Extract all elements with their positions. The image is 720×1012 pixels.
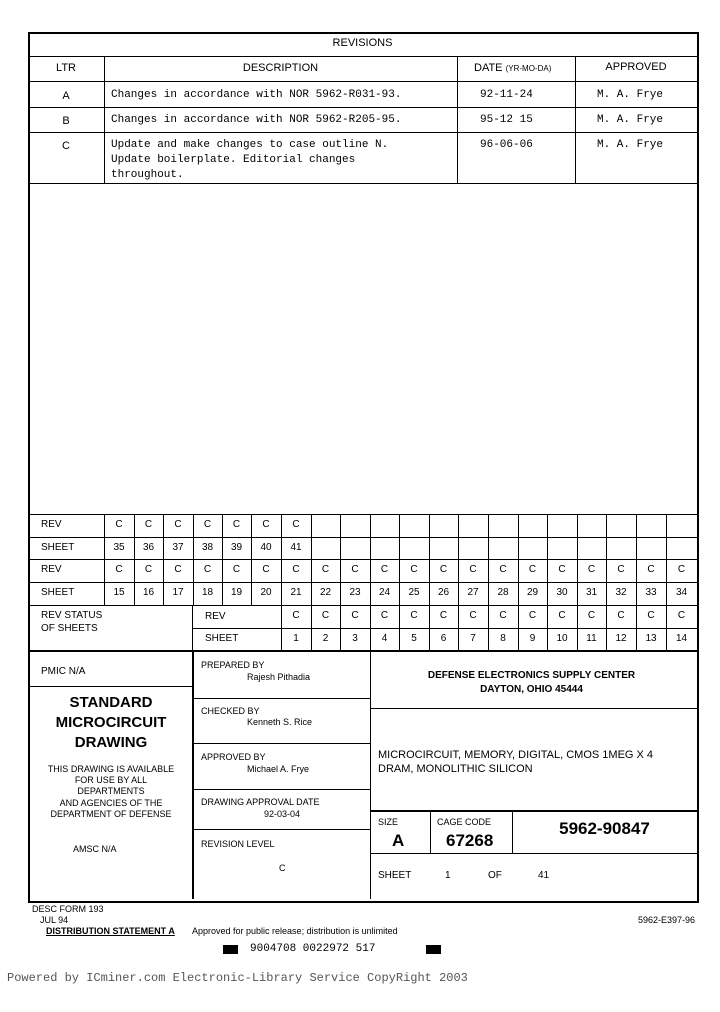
sheet-cell: 40 <box>260 542 272 553</box>
rev-cell: C <box>380 564 389 575</box>
form-date: JUL 94 <box>40 915 69 925</box>
sheet-cell: 15 <box>113 587 125 598</box>
rev-status-label: OF SHEETS <box>41 623 98 634</box>
rev-row-approved: M. A. Frye <box>597 114 664 126</box>
rev-cell: C <box>203 519 212 530</box>
sheet-cell: 1 <box>293 633 299 644</box>
sheet-cell: 13 <box>645 633 657 644</box>
availability-line: THIS DRAWING IS AVAILABLE <box>47 764 175 774</box>
sheet-cell: 39 <box>230 542 243 553</box>
sheet-cell: 26 <box>437 587 450 598</box>
sheet-cell: 31 <box>585 587 598 598</box>
sheet-cell: 35 <box>113 542 125 553</box>
sheet-cell: 24 <box>378 587 391 598</box>
rev-cell: C <box>262 519 270 530</box>
sheet-cell: 23 <box>349 587 361 598</box>
rev-cell: C <box>647 564 655 575</box>
standard-title-line: STANDARD <box>69 694 153 711</box>
sheet-label: SHEET <box>41 542 75 553</box>
pmic: PMIC N/A <box>41 666 86 677</box>
sheet-cell: 8 <box>500 633 506 644</box>
approved-by: Michael A. Frye <box>247 764 310 774</box>
header-date: DATE (YR-MO-DA) <box>474 62 552 74</box>
sheet-number: 1 <box>445 870 451 881</box>
form-number: 5962-E397-96 <box>638 915 696 925</box>
sheet-cell: 28 <box>497 587 509 598</box>
sheet-cell: 41 <box>290 542 302 553</box>
rev-cell: C <box>351 610 359 621</box>
rev-cell: C <box>410 610 418 621</box>
rev-status-label: REV STATUS <box>41 610 103 621</box>
size-value: A <box>392 831 405 850</box>
checked-by: Kenneth S. Rice <box>247 717 313 727</box>
rev-cell: C <box>203 564 212 575</box>
sheet-cell: 11 <box>586 633 597 644</box>
barcode-text: 9004708 0022972 517 <box>250 943 376 955</box>
availability-line: DEPARTMENTS <box>77 786 145 796</box>
rev-cell: C <box>292 610 300 621</box>
rev-row-approved: M. A. Frye <box>597 139 664 151</box>
sheet-cell: 10 <box>556 633 568 644</box>
rev-cell: C <box>617 564 625 575</box>
standard-title-line: DRAWING <box>74 734 148 751</box>
agency-line: DEFENSE ELECTRONICS SUPPLY CENTER <box>427 670 636 681</box>
drawing-description: DRAM, MONOLITHIC SILICON <box>378 763 533 775</box>
rev-cell: C <box>499 610 507 621</box>
rev-cell: C <box>677 610 686 621</box>
availability-line: DEPARTMENT OF DEFENSE <box>50 809 172 819</box>
distribution-text: Approved for public release; distribution is unlimited <box>192 926 398 936</box>
sheet-cell: 36 <box>142 542 155 553</box>
rev-cell: C <box>469 564 477 575</box>
header-date-format: (YR-MO-DA) <box>505 64 552 73</box>
rev-cell: C <box>321 564 330 575</box>
sheet-cell: 12 <box>615 633 627 644</box>
rev-cell: C <box>144 519 153 530</box>
sheet-cell: 17 <box>172 587 184 598</box>
sheet-cell: 30 <box>556 587 568 598</box>
rev-cell: C <box>174 564 182 575</box>
sheet-cell: 27 <box>467 587 479 598</box>
drawing-description: MICROCIRCUIT, MEMORY, DIGITAL, CMOS 1MEG X 4 <box>378 749 654 761</box>
rev-row-date: 96-06-06 <box>480 139 533 151</box>
sheet-cell: 5 <box>411 633 417 644</box>
rev-row-approved: M. A. Frye <box>597 89 664 101</box>
approval-date: 92-03-04 <box>264 809 301 819</box>
rev-row-ltr: C <box>62 140 70 152</box>
sheet-cell: 7 <box>470 633 476 644</box>
sheet-cell: 16 <box>142 587 155 598</box>
rev-row-description: throughout. <box>111 169 184 181</box>
cage-code: 67268 <box>446 831 494 850</box>
prepared-label: PREPARED BY <box>201 660 265 670</box>
sheet-label: SHEET <box>41 587 75 598</box>
rev-row-date: 95-12 15 <box>480 114 533 126</box>
rev-cell: C <box>292 519 300 530</box>
prepared-by: Rajesh Pithadia <box>247 672 311 682</box>
revisions-title: REVISIONS <box>332 37 393 49</box>
sheet-cell: 29 <box>526 587 539 598</box>
sheet-label: SHEET <box>378 870 412 881</box>
sheet-cell: 14 <box>675 633 688 644</box>
rev-cell: C <box>528 564 537 575</box>
sheet-cell: 19 <box>230 587 243 598</box>
rev-cell: C <box>558 564 566 575</box>
approval-date-label: DRAWING APPROVAL DATE <box>201 797 320 807</box>
rev-cell: C <box>174 519 182 530</box>
rev-cell: C <box>144 564 153 575</box>
sheet-cell: 38 <box>201 542 214 553</box>
sheet-cell: 37 <box>172 542 184 553</box>
sheet-cell: 18 <box>201 587 214 598</box>
sheet-cell: 34 <box>675 587 688 598</box>
rev-cell: C <box>587 610 596 621</box>
rev-cell: C <box>617 610 625 621</box>
rev-cell: C <box>380 610 389 621</box>
checked-label: CHECKED BY <box>201 706 260 716</box>
revision-level-label: REVISION LEVEL <box>201 839 275 849</box>
powered-by: Powered by ICminer.com Electronic-Library Service CopyRight 2003 <box>7 971 468 985</box>
sheet-cell: 33 <box>645 587 657 598</box>
rev-label: REV <box>41 519 62 530</box>
distribution-label: DISTRIBUTION STATEMENT A <box>46 926 175 936</box>
approved-label: APPROVED BY <box>201 752 266 762</box>
sheet-cell: 9 <box>529 633 536 644</box>
rev-cell: C <box>587 564 596 575</box>
header-description: DESCRIPTION <box>242 62 319 74</box>
rev-cell: C <box>469 610 477 621</box>
rev-label: REV <box>205 611 226 622</box>
sheet-cell: 32 <box>615 587 627 598</box>
rev-cell: C <box>439 564 448 575</box>
header-approved: APPROVED <box>605 61 667 73</box>
rev-row-ltr: A <box>62 90 70 102</box>
rev-row-ltr: B <box>62 115 70 127</box>
rev-row-description: Changes in accordance with NOR 5962-R205-95. <box>111 114 402 126</box>
sheet-cell: 3 <box>352 633 358 644</box>
rev-cell: C <box>115 564 123 575</box>
revision-level: C <box>279 863 286 873</box>
sheet-cell: 22 <box>319 587 332 598</box>
rev-cell: C <box>439 610 448 621</box>
rev-cell: C <box>410 564 418 575</box>
rev-cell: C <box>232 519 241 530</box>
rev-cell: C <box>232 564 241 575</box>
availability-line: AND AGENCIES OF THE <box>59 798 163 808</box>
rev-row-description: Update and make changes to case outline N. <box>111 139 389 151</box>
agency-line: DAYTON, OHIO 45444 <box>480 684 583 695</box>
sheet-of-label: OF <box>488 870 502 881</box>
sheet-cell: 21 <box>290 587 302 598</box>
rev-cell: C <box>499 564 507 575</box>
sheet-cell: 4 <box>381 633 388 644</box>
sheet-cell: 25 <box>408 587 420 598</box>
sheet-cell: 2 <box>322 633 329 644</box>
sheet-cell: 20 <box>260 587 272 598</box>
availability-line: FOR USE BY ALL <box>74 775 148 785</box>
sheet-total: 41 <box>538 870 550 881</box>
cage-label: CAGE CODE <box>437 817 492 827</box>
header-ltr: LTR <box>56 62 76 74</box>
form-name: DESC FORM 193 <box>32 904 104 914</box>
rev-row-date: 92-11-24 <box>480 89 533 101</box>
rev-label: REV <box>41 564 62 575</box>
rev-cell: C <box>647 610 655 621</box>
rev-row-description: Update boilerplate. Editorial changes <box>111 154 356 166</box>
rev-cell: C <box>262 564 270 575</box>
sheet-label: SHEET <box>205 633 239 644</box>
sheet-cell: 6 <box>440 633 447 644</box>
rev-cell: C <box>558 610 566 621</box>
amsc: AMSC N/A <box>73 844 117 854</box>
barcode-block <box>223 945 238 954</box>
rev-cell: C <box>321 610 330 621</box>
rev-row-description: Changes in accordance with NOR 5962-R031-93. <box>111 89 402 101</box>
standard-title-line: MICROCIRCUIT <box>55 714 167 731</box>
rev-cell: C <box>528 610 537 621</box>
drawing-number: 5962-90847 <box>559 819 650 838</box>
rev-cell: C <box>677 564 686 575</box>
rev-cell: C <box>292 564 300 575</box>
barcode-block <box>426 945 441 954</box>
size-label: SIZE <box>378 817 399 827</box>
rev-cell: C <box>115 519 123 530</box>
rev-cell: C <box>351 564 359 575</box>
